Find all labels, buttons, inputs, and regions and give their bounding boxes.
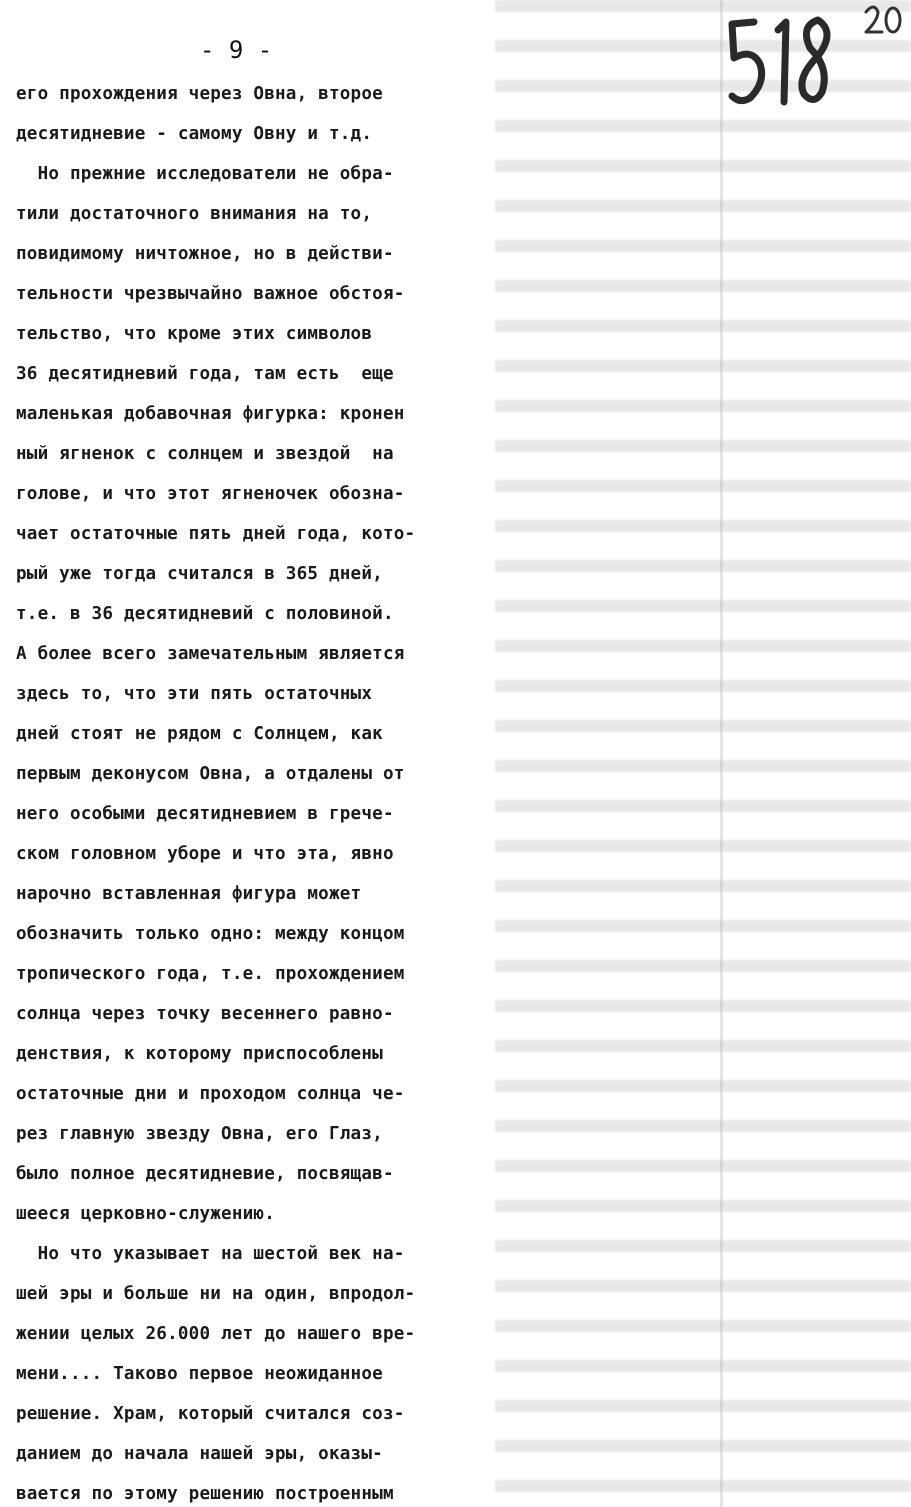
text-line: было полное десятидневие, посвящав-	[16, 1164, 394, 1184]
text-line: обозначить только одно: между концом	[16, 924, 405, 944]
text-line: вается по этому решению построенным	[16, 1484, 394, 1504]
text-line: шей эры и больше ни на один, впродол-	[16, 1284, 416, 1304]
text-line: первым деконусом Овна, а отдалены от	[16, 764, 405, 784]
text-line: Но что указывает на шестой век на-	[16, 1244, 405, 1264]
text-line: ском головном уборе и что эта, явно	[16, 844, 394, 864]
text-line: тили достаточного внимания на то,	[16, 204, 373, 224]
typed-text-body	[16, 74, 506, 1507]
text-line: рый уже тогда считался в 365 дней,	[16, 564, 383, 584]
text-line: шееся церковно-служению.	[16, 1204, 276, 1224]
text-line: нарочно вставленная фигура может	[16, 884, 362, 904]
text-line: данием до начала нашей эры, оказы-	[16, 1444, 383, 1464]
bleed-through-text	[495, 0, 911, 1507]
text-line: солнца через точку весеннего равно-	[16, 1004, 394, 1024]
text-line: денствия, к которому приспособлены	[16, 1044, 383, 1064]
text-line: 36 десятидневий года, там есть еще	[16, 364, 394, 384]
text-line: рез главную звезду Овна, его Глаз,	[16, 1124, 383, 1144]
text-line: тельство, что кроме этих символов	[16, 324, 373, 344]
text-line: жении целых 26.000 лет до нашего вре-	[16, 1324, 416, 1344]
handwritten-archive-number	[726, 8, 846, 108]
text-line: голове, и что этот ягненочек обозна-	[16, 484, 405, 504]
text-line: А более всего замечательным является	[16, 644, 405, 664]
text-line: остаточные дни и проходом солнца че-	[16, 1084, 405, 1104]
text-line: тельности чрезвычайно важное обстоя-	[16, 284, 405, 304]
text-line: Но прежние исследователи не обра-	[16, 164, 394, 184]
text-line: десятидневие - самому Овну и т.д.	[16, 124, 373, 144]
text-line: тропического года, т.е. прохождением	[16, 964, 405, 984]
text-line: дней стоят не рядом с Солнцем, как	[16, 724, 383, 744]
text-line: повидимому ничтожное, но в действи-	[16, 244, 394, 264]
text-line: маленькая добавочная фигурка: кронен	[16, 404, 405, 424]
page-fold-line	[720, 0, 723, 1507]
page-number: - 9 -	[200, 36, 273, 64]
text-line: ный ягненок с солнцем и звездой на	[16, 444, 394, 464]
text-line: мени.... Таково первое неожиданное	[16, 1364, 383, 1384]
text-line: решение. Храм, который считался соз-	[16, 1404, 405, 1424]
text-line: его прохождения через Овна, второе	[16, 84, 383, 104]
text-line: чает остаточные пять дней года, кото-	[16, 524, 416, 544]
handwritten-sheet-number	[862, 2, 904, 42]
text-line: т.е. в 36 десятидневий с половиной.	[16, 604, 394, 624]
text-line: него особыми десятидневием в грече-	[16, 804, 394, 824]
text-line: здесь то, что эти пять остаточных	[16, 684, 373, 704]
